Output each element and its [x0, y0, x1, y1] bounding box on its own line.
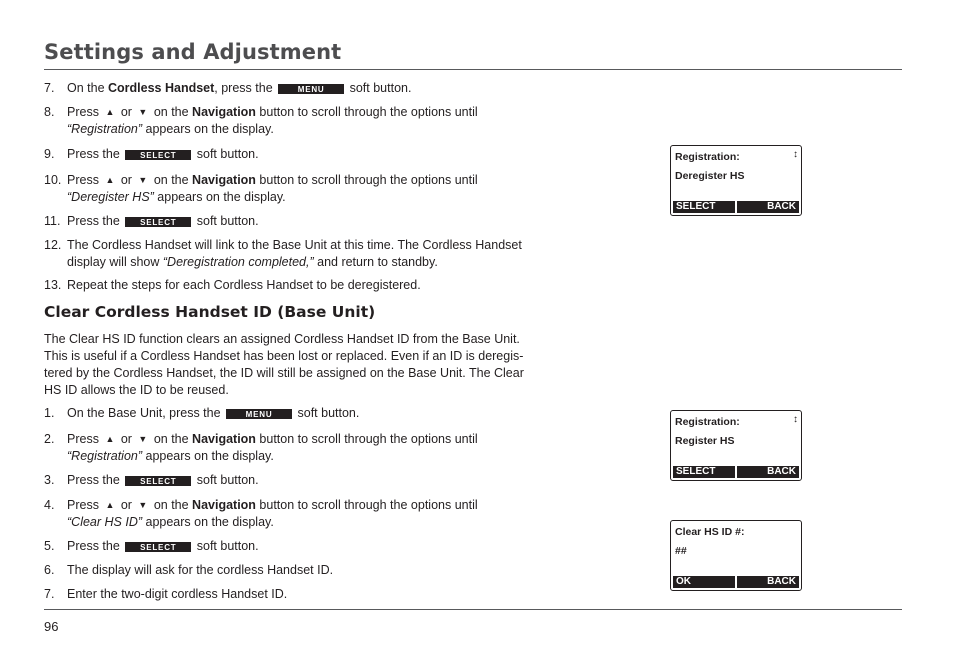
section-paragraph	[44, 331, 556, 399]
display-line-1: Registration:	[675, 151, 740, 163]
step-text: Press	[67, 105, 103, 119]
step-text: on the	[150, 173, 193, 187]
menu-softkey-icon: MENU	[226, 409, 292, 419]
step-13	[44, 277, 554, 294]
display-line-1: Registration:	[675, 416, 740, 428]
display-right-softkey: BACK	[737, 201, 799, 213]
step-12	[44, 237, 554, 270]
step-b-3	[44, 472, 554, 489]
step-10	[44, 172, 554, 205]
step-bold-text: Navigation	[192, 432, 256, 446]
step-b-1	[44, 405, 554, 422]
step-bold-text: Navigation	[192, 105, 256, 119]
step-7	[44, 80, 554, 97]
select-softkey-icon: SELECT	[125, 217, 191, 227]
step-8	[44, 104, 554, 137]
step-text: and return to standby.	[313, 254, 438, 269]
step-text: soft button.	[193, 473, 259, 487]
step-text: The Cordless Handset will link to the Base Unit at this time. The Cordless Handset	[67, 238, 522, 252]
step-b-7	[44, 586, 554, 603]
display-line-1: Clear HS ID #:	[675, 526, 745, 538]
scroll-updown-icon: ↕	[793, 149, 798, 160]
step-11	[44, 213, 554, 230]
step-number: 12.	[44, 238, 62, 252]
step-text: button to scroll through the options until	[255, 498, 478, 512]
scroll-updown-icon: ↕	[793, 414, 798, 425]
display-left-softkey: OK	[673, 576, 735, 588]
step-number: 7.	[44, 81, 55, 95]
step-text: or	[117, 173, 136, 187]
step-italic-text: “Registration”	[67, 448, 143, 463]
footer-rule	[44, 609, 902, 610]
step-text: Enter the two-digit cordless Handset ID.	[67, 587, 288, 601]
select-softkey-icon: SELECT	[125, 542, 191, 552]
step-text: Press the	[67, 214, 124, 228]
step-text: button to scroll through the options until	[255, 173, 478, 187]
step-text: Press	[67, 498, 103, 512]
step-b-5	[44, 538, 554, 555]
step-text: appears on the display.	[153, 189, 286, 204]
page-number: 96	[44, 619, 59, 634]
step-text: On the	[67, 81, 108, 95]
step-number: 2.	[44, 432, 55, 446]
step-text: Press the	[67, 147, 124, 161]
step-number: 3.	[44, 473, 55, 487]
step-text: appears on the display.	[142, 121, 274, 136]
step-text: on the	[150, 432, 193, 446]
step-text: soft button.	[294, 406, 360, 420]
display-left-softkey: SELECT	[673, 201, 735, 213]
display-line-2: Register HS	[675, 435, 735, 447]
step-number: 10.	[44, 173, 62, 187]
paragraph-line: tered by the Cordless Handset, the ID will still be assigned on the Base Unit. The Clear	[44, 366, 524, 380]
step-text: appears on the display.	[142, 514, 274, 529]
step-text: on the	[150, 105, 193, 119]
display-line-2: Deregister HS	[675, 170, 745, 182]
step-bold-text: Navigation	[192, 173, 256, 187]
select-softkey-icon: SELECT	[125, 150, 191, 160]
step-text: appears on the display.	[142, 448, 274, 463]
display-line-2: ##	[675, 545, 687, 557]
down-arrow-icon: ▼	[138, 500, 148, 510]
step-b-4	[44, 497, 554, 530]
step-9	[44, 146, 554, 163]
step-number: 11.	[44, 214, 61, 228]
page-title: Settings and Adjustment	[44, 40, 342, 64]
step-number: 6.	[44, 563, 55, 577]
step-number: 7.	[44, 587, 55, 601]
paragraph-line: The Clear HS ID function clears an assigned Cordless Handset ID from the Base Unit.	[44, 332, 520, 346]
down-arrow-icon: ▼	[138, 434, 148, 444]
up-arrow-icon: ▲	[105, 434, 115, 444]
step-number: 5.	[44, 539, 55, 553]
step-b-6	[44, 562, 554, 579]
step-text: Press	[67, 173, 103, 187]
up-arrow-icon: ▲	[105, 175, 115, 185]
display-right-softkey: BACK	[737, 576, 799, 588]
step-bold-text: Navigation	[192, 498, 256, 512]
select-softkey-icon: SELECT	[125, 476, 191, 486]
up-arrow-icon: ▲	[105, 107, 115, 117]
display-right-softkey: BACK	[737, 466, 799, 478]
step-italic-text: “Deregister HS”	[67, 189, 154, 204]
handset-display-clear-id	[670, 520, 802, 591]
step-text: soft button.	[193, 539, 259, 553]
step-italic-text: “Registration”	[67, 121, 143, 136]
step-text: soft button.	[193, 147, 259, 161]
step-text: Press	[67, 432, 103, 446]
step-text: soft button.	[346, 81, 412, 95]
step-bold-text: Cordless Handset	[108, 81, 215, 95]
paragraph-line: HS ID allows the ID to be reused.	[44, 383, 229, 397]
down-arrow-icon: ▼	[138, 175, 148, 185]
paragraph-line: This is useful if a Cordless Handset has been lost or replaced. Even if an ID is deregis-	[44, 349, 524, 363]
step-text: button to scroll through the options until	[255, 432, 478, 446]
handset-display-register	[670, 410, 802, 481]
step-number: 13.	[44, 278, 62, 292]
step-b-2	[44, 431, 554, 464]
step-text: The display will ask for the cordless Handset ID.	[67, 563, 334, 577]
step-number: 9.	[44, 147, 55, 161]
section-heading: Clear Cordless Handset ID (Base Unit)	[44, 303, 376, 321]
handset-display-deregister	[670, 145, 802, 216]
step-text: display will show	[67, 254, 163, 269]
step-text: , press the	[214, 81, 277, 95]
down-arrow-icon: ▼	[138, 107, 148, 117]
step-text: Press the	[67, 539, 124, 553]
step-text: or	[117, 105, 136, 119]
step-italic-text: “Deregistration completed,”	[162, 254, 314, 269]
step-text: or	[117, 498, 136, 512]
step-text: on the	[150, 498, 193, 512]
step-text: Press the	[67, 473, 124, 487]
step-text: On the Base Unit, press the	[67, 406, 225, 420]
display-left-softkey: SELECT	[673, 466, 735, 478]
step-text: soft button.	[193, 214, 259, 228]
step-italic-text: “Clear HS ID”	[67, 514, 143, 529]
up-arrow-icon: ▲	[105, 500, 115, 510]
step-text: or	[117, 432, 136, 446]
step-text: Repeat the steps for each Cordless Handset to be deregistered.	[67, 278, 421, 292]
step-number: 1.	[44, 406, 55, 420]
menu-softkey-icon: MENU	[278, 84, 344, 94]
header-rule	[44, 69, 902, 70]
step-text: button to scroll through the options until	[255, 105, 478, 119]
step-number: 4.	[44, 498, 55, 512]
step-number: 8.	[44, 105, 55, 119]
